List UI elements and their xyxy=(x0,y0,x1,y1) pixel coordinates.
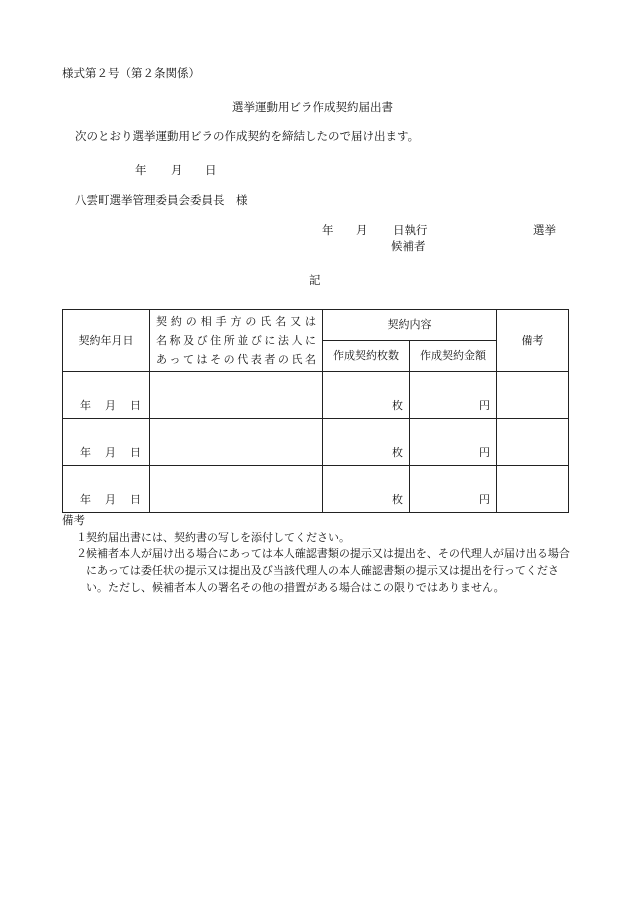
row-count: 枚 xyxy=(323,419,410,466)
row-day-label: 日 xyxy=(130,398,141,412)
row-date xyxy=(63,372,150,419)
row-date xyxy=(63,466,150,513)
row-month-label: 月 xyxy=(105,445,116,459)
row-remarks xyxy=(497,419,569,466)
note-number: ２ xyxy=(76,547,87,560)
row-day-label: 日 xyxy=(130,445,141,459)
date-year-label: 年 xyxy=(135,163,147,177)
election-day-exec-label: 日執行 xyxy=(393,223,428,237)
row-year-label: 年 xyxy=(80,398,91,412)
header-contract-date: 契約年月日 xyxy=(63,310,150,372)
row-month-label: 月 xyxy=(105,492,116,506)
row-counterparty xyxy=(150,466,323,513)
election-name-label: 選挙 xyxy=(533,223,556,237)
note-text: 契約届出書には、契約書の写しを添付してください。 xyxy=(86,531,350,544)
date-day-label: 日 xyxy=(205,163,217,177)
header-counterparty xyxy=(150,310,323,372)
note-item xyxy=(76,545,570,596)
row-amount: 円 xyxy=(410,466,497,513)
row-year-label: 年 xyxy=(80,445,91,459)
form-number: 様式第２号（第２条関係） xyxy=(62,66,200,80)
row-count: 枚 xyxy=(323,372,410,419)
row-month-label: 月 xyxy=(105,398,116,412)
row-counterparty xyxy=(150,419,323,466)
table-row xyxy=(63,466,569,513)
election-year-label: 年 xyxy=(322,223,334,237)
intro-text: 次のとおり選挙運動用ビラの作成契約を締結したので届け出ます。 xyxy=(75,129,420,143)
row-amount: 円 xyxy=(410,419,497,466)
row-year-label: 年 xyxy=(80,492,91,506)
document-title: 選挙運動用ビラ作成契約届出書 xyxy=(232,100,393,114)
note-item xyxy=(76,529,570,546)
header-counterparty-line: あってはその代表者の氏名 xyxy=(156,353,316,366)
row-remarks xyxy=(497,466,569,513)
ki-heading: 記 xyxy=(309,273,321,287)
row-counterparty xyxy=(150,372,323,419)
row-amount: 円 xyxy=(410,372,497,419)
row-date xyxy=(63,419,150,466)
contract-table xyxy=(62,309,569,513)
header-contract-amount: 作成契約金額 xyxy=(410,341,497,372)
header-contract-count: 作成契約枚数 xyxy=(323,341,410,372)
table-row xyxy=(63,419,569,466)
row-count: 枚 xyxy=(323,466,410,513)
row-day-label: 日 xyxy=(130,492,141,506)
candidate-label: 候補者 xyxy=(391,239,426,253)
notes-title: 備考 xyxy=(62,513,85,527)
header-counterparty-line: 名称及び住所並びに法人に xyxy=(156,334,316,347)
table-row xyxy=(63,372,569,419)
note-number: １ xyxy=(76,531,87,544)
row-remarks xyxy=(497,372,569,419)
addressee: 八雲町選挙管理委員会委員長 様 xyxy=(75,193,248,207)
election-month-label: 月 xyxy=(356,223,368,237)
header-contract-content: 契約内容 xyxy=(323,310,497,341)
header-remarks: 備考 xyxy=(497,310,569,372)
date-month-label: 月 xyxy=(171,163,183,177)
note-text: 候補者本人が届け出る場合にあっては本人確認書類の提示又は提出を、その代理人が届け出る場合にあっては委任状の提示又は提出及び当該代理人の本人確認書類の提示又は提出を行ってください。ただし、候補者本人の署名その他の措置がある場合はこの限りではありません。 xyxy=(86,547,570,594)
header-counterparty-line: 契約の相手方の氏名又は xyxy=(156,315,316,328)
